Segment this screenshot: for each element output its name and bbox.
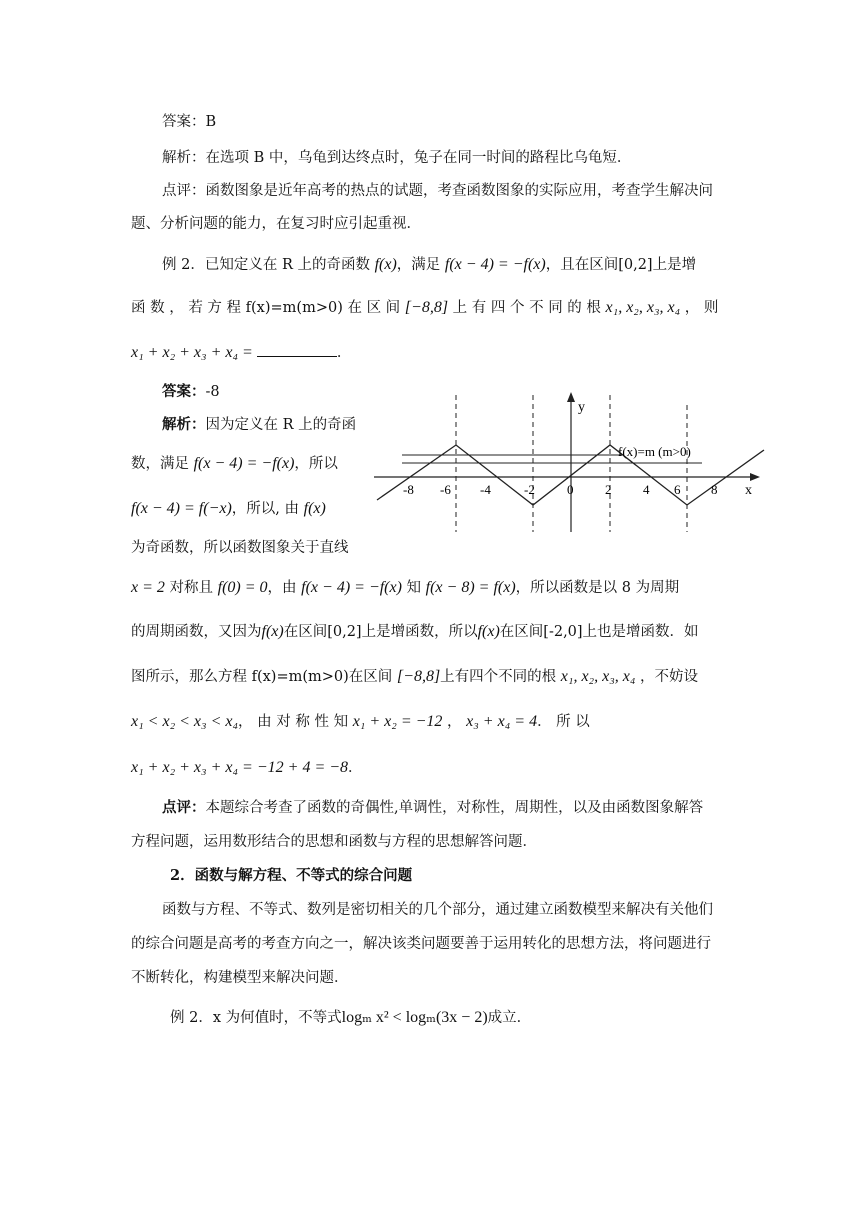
tick-label: -6: [440, 482, 451, 497]
answer-line-2: 答案：-8: [162, 383, 220, 400]
analysis2-line-2: 数，满足 f(x − 4) = −f(x)，所以: [131, 455, 338, 472]
tick-label: -8: [403, 482, 414, 497]
line-label: f(x)=m (m>0): [618, 444, 691, 459]
x-axis-label: x: [745, 483, 752, 498]
section-body-line-2: 的综合问题是高考的考查方向之一，解决该类问题要善于运用转化的思想方法，将问题进行: [131, 936, 711, 952]
example2-line-2: 函 数 ， 若 方 程 f(x)=m(m>0) 在 区 间 [−8,8] 上 有 四 个 不 同 的 根 x₁, x₂, x₃, x₄ ， 则: [131, 299, 719, 316]
tick-label: 8: [711, 482, 718, 497]
section-body-line-3: 不断转化，构建模型来解决问题．: [131, 970, 349, 986]
analysis2-line-8: x₁ < x₂ < x₃ < x₄， 由 对 称 性 知 x₁ + x₂ = −12 ， x₃ + x₄ = 4． 所 以: [131, 713, 590, 730]
answer-line-1: 答案：B: [162, 114, 217, 130]
comment-line-2: 题、分析问题的能力，在复习时应引起重视．: [131, 216, 421, 232]
example2-line-3: x₁ + x₂ + x₃ + x₄ = ．: [131, 344, 352, 361]
tick-label: -2: [524, 482, 535, 497]
comment-line-1: 点评：函数图象是近年高考的热点的试题，考查函数图象的实际应用，考查学生解决问: [162, 183, 713, 199]
example2-line-1: 例 2．已知定义在 R 上的奇函数 f(x)，满足 f(x − 4) = −f(x)，且在区间[0,2]上是增: [162, 256, 697, 273]
analysis2-line-9: x₁ + x₂ + x₃ + x₄ = −12 + 4 = −8．: [131, 759, 363, 776]
comment2-line-2: 方程问题，运用数形结合的思想和函数与方程的思想解答问题．: [131, 834, 537, 850]
analysis2-line-4: 为奇函数，所以函数图象关于直线: [131, 540, 349, 556]
tick-label: 6: [674, 482, 681, 497]
function-graph: [372, 390, 772, 540]
analysis2-line-5: x = 2 对称且 f(0) = 0，由 f(x − 4) = −f(x) 知 f(x − 8) = f(x)，所以函数是以 8 为周期: [131, 579, 680, 596]
section-title: 2．函数与解方程、不等式的综合问题: [170, 867, 413, 884]
tick-label: -4: [480, 482, 491, 497]
example3-line: 例 2．x 为何值时，不等式logₘ x² < logₘ(3x − 2)成立．: [170, 1009, 532, 1026]
comment2-line-1: 点评：本题综合考查了函数的奇偶性,单调性，对称性，周期性，以及由函数图象解答: [162, 799, 704, 816]
y-axis-label: y: [578, 400, 585, 415]
analysis2-line-7: 图所示，那么方程 f(x)=m(m>0)在区间 [−8,8]上有四个不同的根 x₁, x₂, x₃, x₄ ，不妨设: [131, 668, 699, 685]
answer-blank: [257, 342, 337, 357]
y-axis-arrow: [567, 392, 575, 402]
tick-label: 2: [605, 482, 612, 497]
tick-label: 0: [567, 482, 574, 497]
analysis2-line-1: 解析：因为定义在 R 上的奇函: [162, 416, 357, 433]
section-body-line-1: 函数与方程、不等式、数列是密切相关的几个部分，通过建立函数模型来解决有关他们: [162, 902, 713, 918]
x-axis-arrow: [750, 473, 760, 481]
analysis2-line-6: 的周期函数，又因为f(x)在区间[0,2]上是增函数，所以f(x)在区间[-2,0]上也是增函数．如: [131, 623, 699, 640]
tick-label: 4: [643, 482, 650, 497]
analysis2-line-3: f(x − 4) = f(−x)，所以, 由 f(x): [131, 500, 326, 517]
analysis-line-1: 解析：在选项 B 中，乌龟到达终点时，兔子在同一时间的路程比乌龟短．: [162, 150, 632, 166]
